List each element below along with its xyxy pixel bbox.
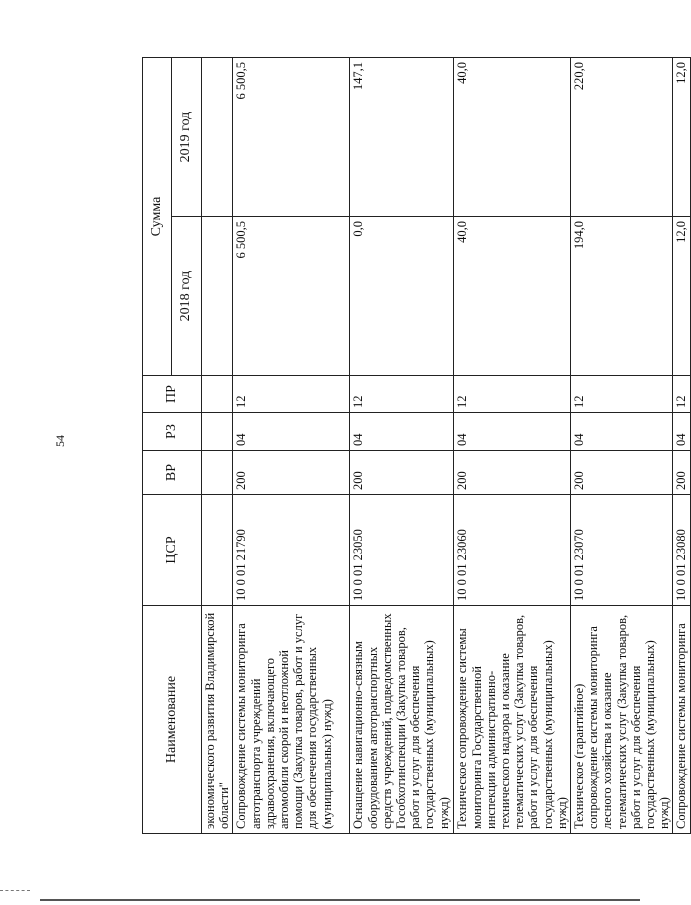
row-2018: 6 500,5 — [233, 217, 350, 376]
header-pr: ПР — [143, 376, 202, 413]
row-csr: 10 0 01 23060 — [454, 495, 571, 606]
row-rz: 04 — [350, 413, 454, 451]
row-2019: 220,0 — [571, 58, 673, 217]
table-row — [350, 58, 454, 834]
scan-bottom-edge — [40, 899, 640, 901]
row-pr: 12 — [571, 376, 673, 413]
row-csr: 10 0 01 23050 — [350, 495, 454, 606]
header-2018: 2018 год — [172, 217, 202, 376]
row-csr — [202, 495, 233, 606]
row-name: Техническое сопровождение системы мониторинга Государственной инспекции административно-технического надзора и оказание телематических услуг (Закупка товаров, работ и услуг для обеспечения государственных (муниципальных) нужд) — [454, 606, 571, 834]
table-row — [571, 58, 673, 834]
row-rz: 04 — [454, 413, 571, 451]
row-2019: 40,0 — [454, 58, 571, 217]
table-row — [233, 58, 350, 834]
row-vr: 200 — [673, 451, 691, 495]
row-2018: 194,0 — [571, 217, 673, 376]
row-name: Техническое (гарантийное) сопровождение системы мониторинга лесного хозяйства и оказание телематических услуг (Закупка товаров, работ и услуг для обеспечения государственных (муниципальных) нужд) — [571, 606, 673, 834]
row-rz: 04 — [233, 413, 350, 451]
page-number: 54 — [53, 435, 67, 447]
row-csr: 10 0 01 21790 — [233, 495, 350, 606]
row-2019: 6 500,5 — [233, 58, 350, 217]
row-csr: 10 0 01 23080 — [673, 495, 691, 606]
row-2019 — [202, 58, 233, 217]
header-csr: ЦСР — [143, 495, 202, 606]
row-rz: 04 — [673, 413, 691, 451]
table-row — [673, 58, 691, 834]
row-rz: 04 — [571, 413, 673, 451]
header-2019: 2019 год — [172, 58, 202, 217]
row-2018: 40,0 — [454, 217, 571, 376]
row-2018: 12,0 — [673, 217, 691, 376]
row-vr: 200 — [571, 451, 673, 495]
row-pr: 12 — [454, 376, 571, 413]
row-vr: 200 — [233, 451, 350, 495]
row-pr — [202, 376, 233, 413]
header-rz: РЗ — [143, 413, 202, 451]
row-vr: 200 — [454, 451, 571, 495]
row-2019: 147,1 — [350, 58, 454, 217]
header-name: Наименование — [143, 606, 202, 834]
row-name: Сопровождение системы мониторинга автотранспорта учреждений здравоохранения, включающего автомобили скорой и неотложной помощи (Закупка товаров, работ и услуг для обеспечения государственных (муниципальных) нужд) — [233, 606, 350, 834]
table-row — [202, 58, 233, 834]
row-name: Сопровождение системы мониторинга — [673, 606, 691, 834]
row-2018: 0,0 — [350, 217, 454, 376]
budget-table-rotated — [142, 58, 689, 834]
row-vr — [202, 451, 233, 495]
budget-table — [142, 57, 691, 834]
header-vr: ВР — [143, 451, 202, 495]
row-2018 — [202, 217, 233, 376]
row-vr: 200 — [350, 451, 454, 495]
row-rz — [202, 413, 233, 451]
row-name: экономического развития Владимирской области" — [202, 606, 233, 834]
row-pr: 12 — [233, 376, 350, 413]
row-pr: 12 — [350, 376, 454, 413]
scan-edge-marks — [0, 890, 30, 899]
row-pr: 12 — [673, 376, 691, 413]
row-name: Оснащение навигационно-связным оборудованием автотранспортных средств учреждений, подведомственных Гособхотинспекции (Закупка товаров, работ и услуг для обеспечения государственных (муниципальных) нужд) — [350, 606, 454, 834]
row-csr: 10 0 01 23070 — [571, 495, 673, 606]
header-sum: Сумма — [143, 58, 172, 376]
table-row — [454, 58, 571, 834]
row-2019: 12,0 — [673, 58, 691, 217]
